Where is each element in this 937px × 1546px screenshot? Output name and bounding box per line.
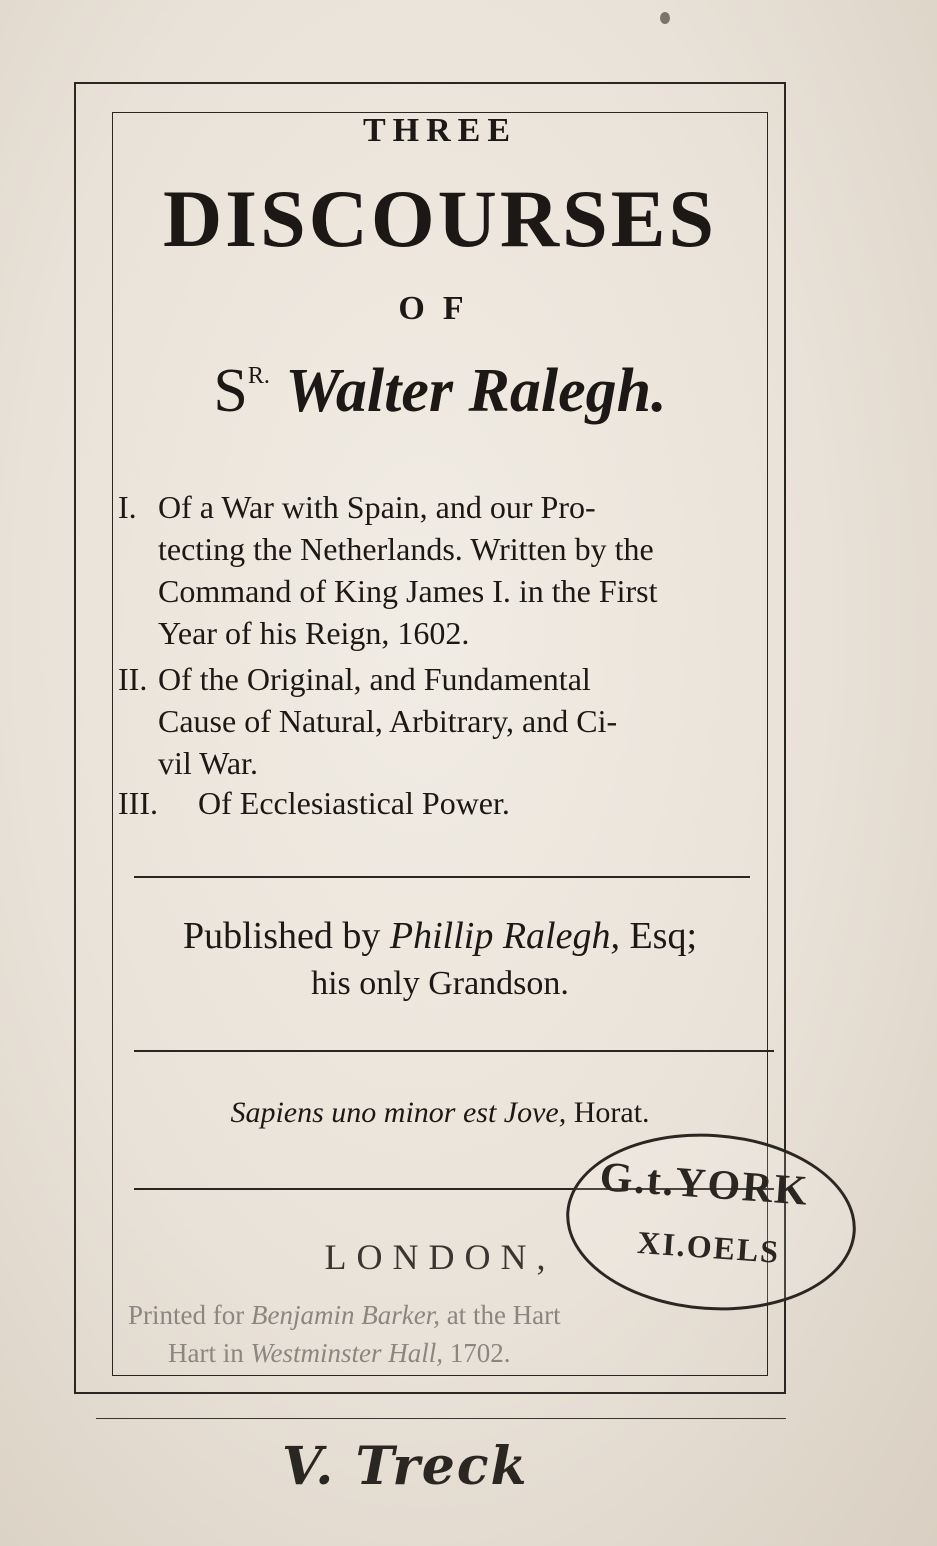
item-line: Year of his Reign, 1602. xyxy=(158,615,470,651)
item-line: tecting the Netherlands. Written by the xyxy=(158,531,654,567)
author-name: Walter Ralegh. xyxy=(285,357,667,425)
imprint-printer: Benjamin Barker, xyxy=(250,1300,440,1330)
item-number: II. xyxy=(118,661,148,697)
discourse-item-2 xyxy=(118,658,768,784)
bottom-rule xyxy=(96,1418,786,1419)
motto-latin: Sapiens uno minor est Jove, xyxy=(230,1096,567,1129)
imprint-text: at the Hart xyxy=(446,1300,561,1330)
item-number: I. xyxy=(118,489,137,525)
publisher-name: Phillip Ralegh, xyxy=(389,915,620,957)
publisher-suffix: Esq; xyxy=(629,915,698,957)
imprint-city: LONDON, xyxy=(324,1237,556,1277)
item-number: III. xyxy=(118,785,158,821)
imprint xyxy=(128,1296,768,1372)
publisher-relation: his only Grandson. xyxy=(311,965,569,1002)
imprint-place: Westminster Hall, xyxy=(250,1338,443,1368)
ink-spot xyxy=(660,12,670,24)
imprint-text: Printed for xyxy=(128,1300,245,1330)
discourse-item-3 xyxy=(118,782,768,824)
item-line: vil War. xyxy=(158,745,258,781)
motto-source: Horat. xyxy=(573,1096,650,1129)
title-of: OF xyxy=(398,290,482,327)
stamp-line-1: G.t.YORK xyxy=(598,1154,811,1215)
title-discourses: DISCOURSES xyxy=(162,173,718,264)
motto xyxy=(112,1096,768,1130)
imprint-year: 1702. xyxy=(449,1338,511,1368)
item-line: Of the Original, and Fundamental xyxy=(158,661,591,697)
item-text xyxy=(158,486,770,654)
item-text xyxy=(198,782,758,824)
publisher-line xyxy=(112,914,768,958)
discourse-item-1 xyxy=(118,486,768,656)
item-line: Cause of Natural, Arbitrary, and Ci- xyxy=(158,703,618,739)
divider-rule xyxy=(134,1050,774,1052)
title-three: THREE xyxy=(362,112,518,149)
item-line: Of Ecclesiastical Power. xyxy=(198,785,510,821)
author-title: S xyxy=(213,357,248,425)
stamp-line-2: XI.OELS xyxy=(636,1223,782,1270)
author-title-sup: R. xyxy=(247,363,270,389)
item-line: Of a War with Spain, and our Pro- xyxy=(158,489,596,525)
imprint-line-2 xyxy=(128,1334,768,1372)
item-text xyxy=(158,658,770,784)
item-line: Command of King James I. in the First xyxy=(158,573,658,609)
owner-signature: V. Treck xyxy=(282,1436,529,1497)
divider-rule xyxy=(134,876,750,878)
author-line xyxy=(112,357,768,425)
imprint-text: Hart in xyxy=(168,1338,244,1368)
publisher-prefix: Published by xyxy=(182,915,381,957)
